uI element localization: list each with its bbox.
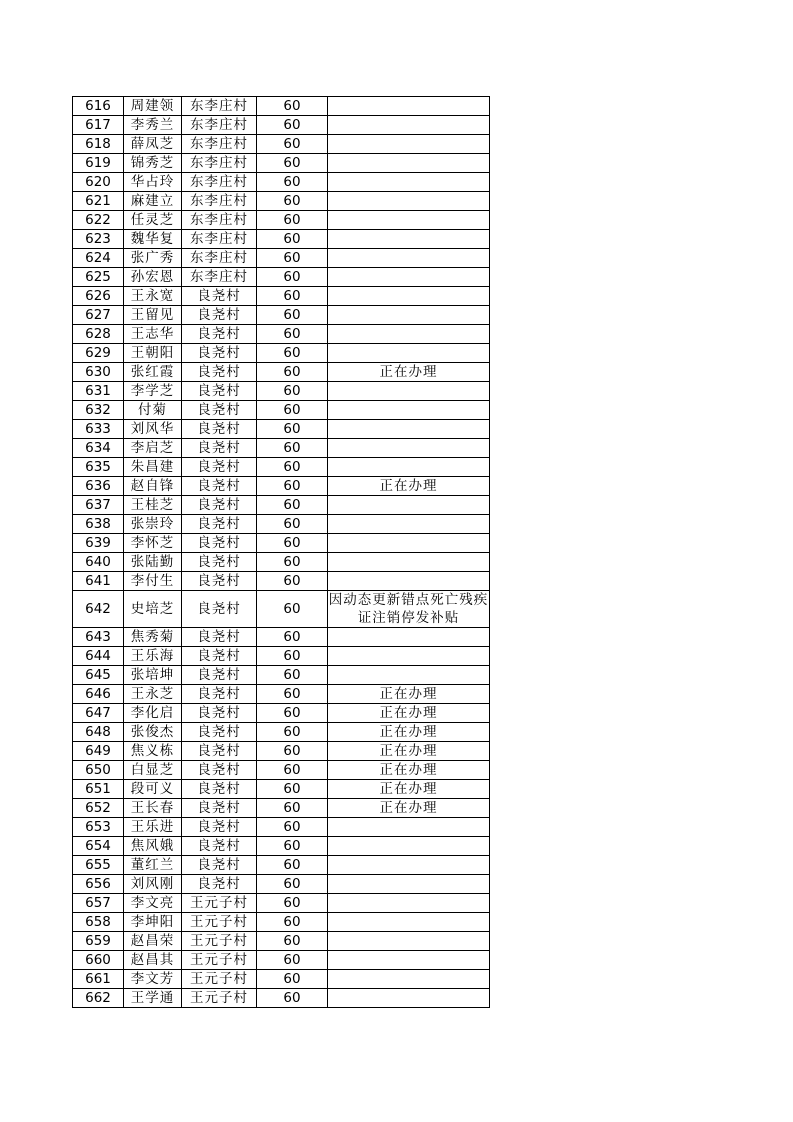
- village-cell: 良尧村: [182, 704, 257, 723]
- table-row: [73, 458, 490, 477]
- amount-cell: 60: [257, 685, 328, 704]
- amount-cell: 60: [257, 875, 328, 894]
- row-number-cell: 640: [73, 553, 124, 572]
- village-cell: 良尧村: [182, 287, 257, 306]
- amount-cell: 60: [257, 230, 328, 249]
- table-row: [73, 135, 490, 154]
- person-name-cell: 魏华复: [124, 230, 182, 249]
- note-cell: [328, 970, 490, 989]
- village-cell: 良尧村: [182, 439, 257, 458]
- amount-cell: 60: [257, 628, 328, 647]
- amount-cell: 60: [257, 989, 328, 1008]
- village-cell: 东李庄村: [182, 154, 257, 173]
- row-number-cell: 623: [73, 230, 124, 249]
- amount-cell: 60: [257, 723, 328, 742]
- amount-cell: 60: [257, 192, 328, 211]
- row-number-cell: 662: [73, 989, 124, 1008]
- row-number-cell: 625: [73, 268, 124, 287]
- village-cell: 良尧村: [182, 818, 257, 837]
- note-cell: 正在办理: [328, 363, 490, 382]
- note-cell: [328, 553, 490, 572]
- amount-cell: 60: [257, 287, 328, 306]
- person-name-cell: 任灵芝: [124, 211, 182, 230]
- village-cell: 王元子村: [182, 989, 257, 1008]
- note-cell: 正在办理: [328, 685, 490, 704]
- person-name-cell: 王朝阳: [124, 344, 182, 363]
- row-number-cell: 617: [73, 116, 124, 135]
- table-row: [73, 666, 490, 685]
- amount-cell: 60: [257, 591, 328, 628]
- person-name-cell: 王永宽: [124, 287, 182, 306]
- row-number-cell: 622: [73, 211, 124, 230]
- village-cell: 良尧村: [182, 780, 257, 799]
- village-cell: 王元子村: [182, 932, 257, 951]
- amount-cell: 60: [257, 420, 328, 439]
- note-cell: 正在办理: [328, 704, 490, 723]
- village-cell: 良尧村: [182, 685, 257, 704]
- person-name-cell: 王桂芝: [124, 496, 182, 515]
- amount-cell: 60: [257, 135, 328, 154]
- amount-cell: 60: [257, 211, 328, 230]
- row-number-cell: 643: [73, 628, 124, 647]
- row-number-cell: 655: [73, 856, 124, 875]
- row-number-cell: 626: [73, 287, 124, 306]
- amount-cell: 60: [257, 363, 328, 382]
- amount-cell: 60: [257, 913, 328, 932]
- person-name-cell: 孙宏恩: [124, 268, 182, 287]
- village-cell: 王元子村: [182, 951, 257, 970]
- table-row: [73, 553, 490, 572]
- village-cell: 东李庄村: [182, 249, 257, 268]
- note-cell: [328, 401, 490, 420]
- amount-cell: 60: [257, 894, 328, 913]
- note-cell: [328, 458, 490, 477]
- person-name-cell: 李学芝: [124, 382, 182, 401]
- amount-cell: 60: [257, 837, 328, 856]
- row-number-cell: 631: [73, 382, 124, 401]
- row-number-cell: 637: [73, 496, 124, 515]
- row-number-cell: 650: [73, 761, 124, 780]
- table-row: [73, 211, 490, 230]
- table-row: [73, 534, 490, 553]
- village-cell: 东李庄村: [182, 268, 257, 287]
- village-cell: 良尧村: [182, 477, 257, 496]
- table-row: [73, 572, 490, 591]
- village-cell: 良尧村: [182, 761, 257, 780]
- village-cell: 王元子村: [182, 970, 257, 989]
- row-number-cell: 652: [73, 799, 124, 818]
- village-cell: 良尧村: [182, 666, 257, 685]
- note-cell: [328, 894, 490, 913]
- note-cell: [328, 287, 490, 306]
- table-row: [73, 325, 490, 344]
- amount-cell: 60: [257, 496, 328, 515]
- table-row: [73, 799, 490, 818]
- note-cell: [328, 534, 490, 553]
- note-cell: 因动态更新错点死亡残疾证注销停发补贴: [328, 592, 489, 626]
- village-cell: 良尧村: [182, 799, 257, 818]
- table-row: [73, 287, 490, 306]
- person-name-cell: 华占玲: [124, 173, 182, 192]
- note-cell: [328, 647, 490, 666]
- table-row: [73, 951, 490, 970]
- note-cell: [328, 382, 490, 401]
- table-row: [73, 856, 490, 875]
- amount-cell: 60: [257, 818, 328, 837]
- village-cell: 王元子村: [182, 913, 257, 932]
- table-row: [73, 515, 490, 534]
- note-cell: [328, 951, 490, 970]
- row-number-cell: 629: [73, 344, 124, 363]
- person-name-cell: 李文芳: [124, 970, 182, 989]
- note-cell: [328, 818, 490, 837]
- table-row: [73, 894, 490, 913]
- note-cell: [328, 154, 490, 173]
- village-cell: 良尧村: [182, 572, 257, 591]
- table-row: [73, 818, 490, 837]
- row-number-cell: 642: [73, 591, 124, 628]
- amount-cell: 60: [257, 268, 328, 287]
- table-row: [73, 192, 490, 211]
- note-cell: [328, 856, 490, 875]
- table-row: [73, 420, 490, 439]
- table-row: [73, 116, 490, 135]
- row-number-cell: 619: [73, 154, 124, 173]
- table-row: [73, 989, 490, 1008]
- person-name-cell: 李文亮: [124, 894, 182, 913]
- village-cell: 良尧村: [182, 856, 257, 875]
- amount-cell: 60: [257, 704, 328, 723]
- amount-cell: 60: [257, 97, 328, 116]
- row-number-cell: 627: [73, 306, 124, 325]
- table-row: [73, 439, 490, 458]
- table-row: [73, 230, 490, 249]
- table-row: [73, 591, 490, 628]
- village-cell: 良尧村: [182, 382, 257, 401]
- note-cell: 正在办理: [328, 761, 490, 780]
- table-row: [73, 647, 490, 666]
- note-cell: [328, 875, 490, 894]
- table-row: [73, 382, 490, 401]
- village-cell: 良尧村: [182, 875, 257, 894]
- table-row: [73, 780, 490, 799]
- note-cell: [328, 496, 490, 515]
- amount-cell: 60: [257, 932, 328, 951]
- village-cell: 良尧村: [182, 837, 257, 856]
- person-name-cell: 张陆勤: [124, 553, 182, 572]
- table-row: [73, 401, 490, 420]
- person-name-cell: 周建领: [124, 97, 182, 116]
- amount-cell: 60: [257, 249, 328, 268]
- row-number-cell: 633: [73, 420, 124, 439]
- amount-cell: 60: [257, 515, 328, 534]
- note-cell: [328, 325, 490, 344]
- note-cell: [328, 666, 490, 685]
- person-name-cell: 焦义栋: [124, 742, 182, 761]
- row-number-cell: 648: [73, 723, 124, 742]
- row-number-cell: 616: [73, 97, 124, 116]
- note-cell: 正在办理: [328, 477, 490, 496]
- village-cell: 东李庄村: [182, 173, 257, 192]
- person-name-cell: 李化启: [124, 704, 182, 723]
- amount-cell: 60: [257, 534, 328, 553]
- note-cell: [328, 268, 490, 287]
- subsidy-table: [72, 96, 490, 1008]
- table-row: [73, 685, 490, 704]
- note-cell: [328, 249, 490, 268]
- person-name-cell: 朱昌建: [124, 458, 182, 477]
- table-row: [73, 154, 490, 173]
- note-cell: [328, 572, 490, 591]
- village-cell: 良尧村: [182, 325, 257, 344]
- row-number-cell: 658: [73, 913, 124, 932]
- table-row: [73, 837, 490, 856]
- amount-cell: 60: [257, 572, 328, 591]
- note-cell: [328, 420, 490, 439]
- person-name-cell: 赵昌其: [124, 951, 182, 970]
- note-cell: [328, 344, 490, 363]
- amount-cell: 60: [257, 742, 328, 761]
- note-cell: [328, 515, 490, 534]
- note-cell: 正在办理: [328, 723, 490, 742]
- note-cell: [328, 173, 490, 192]
- village-cell: 东李庄村: [182, 135, 257, 154]
- amount-cell: 60: [257, 666, 328, 685]
- village-cell: 良尧村: [182, 496, 257, 515]
- amount-cell: 60: [257, 439, 328, 458]
- person-name-cell: 王永芝: [124, 685, 182, 704]
- table-row: [73, 913, 490, 932]
- table-row: [73, 344, 490, 363]
- village-cell: 良尧村: [182, 458, 257, 477]
- person-name-cell: 李秀兰: [124, 116, 182, 135]
- person-name-cell: 白显芝: [124, 761, 182, 780]
- village-cell: 良尧村: [182, 553, 257, 572]
- amount-cell: 60: [257, 780, 328, 799]
- village-cell: 良尧村: [182, 344, 257, 363]
- row-number-cell: 632: [73, 401, 124, 420]
- village-cell: 良尧村: [182, 515, 257, 534]
- row-number-cell: 653: [73, 818, 124, 837]
- amount-cell: 60: [257, 325, 328, 344]
- row-number-cell: 659: [73, 932, 124, 951]
- row-number-cell: 645: [73, 666, 124, 685]
- person-name-cell: 张培坤: [124, 666, 182, 685]
- person-name-cell: 史培芝: [124, 591, 182, 628]
- person-name-cell: 段可义: [124, 780, 182, 799]
- row-number-cell: 651: [73, 780, 124, 799]
- row-number-cell: 635: [73, 458, 124, 477]
- row-number-cell: 641: [73, 572, 124, 591]
- person-name-cell: 王志华: [124, 325, 182, 344]
- village-cell: 良尧村: [182, 723, 257, 742]
- person-name-cell: 李付生: [124, 572, 182, 591]
- amount-cell: 60: [257, 116, 328, 135]
- note-cell: [328, 135, 490, 154]
- amount-cell: 60: [257, 553, 328, 572]
- table-row: [73, 628, 490, 647]
- person-name-cell: 付菊: [124, 401, 182, 420]
- row-number-cell: 620: [73, 173, 124, 192]
- row-number-cell: 636: [73, 477, 124, 496]
- note-cell: [328, 97, 490, 116]
- row-number-cell: 661: [73, 970, 124, 989]
- amount-cell: 60: [257, 173, 328, 192]
- row-number-cell: 656: [73, 875, 124, 894]
- table-row: [73, 932, 490, 951]
- row-number-cell: 647: [73, 704, 124, 723]
- note-cell: [328, 306, 490, 325]
- person-name-cell: 麻建立: [124, 192, 182, 211]
- table-row: [73, 496, 490, 515]
- person-name-cell: 刘风华: [124, 420, 182, 439]
- person-name-cell: 王乐海: [124, 647, 182, 666]
- table-row: [73, 742, 490, 761]
- person-name-cell: 张俊杰: [124, 723, 182, 742]
- note-cell: [328, 628, 490, 647]
- person-name-cell: 李怀芝: [124, 534, 182, 553]
- row-number-cell: 618: [73, 135, 124, 154]
- row-number-cell: 644: [73, 647, 124, 666]
- amount-cell: 60: [257, 306, 328, 325]
- village-cell: 良尧村: [182, 534, 257, 553]
- table-row: [73, 723, 490, 742]
- village-cell: 东李庄村: [182, 211, 257, 230]
- table-row: [73, 268, 490, 287]
- person-name-cell: 赵自锋: [124, 477, 182, 496]
- row-number-cell: 621: [73, 192, 124, 211]
- table-row: [73, 970, 490, 989]
- amount-cell: 60: [257, 344, 328, 363]
- amount-cell: 60: [257, 951, 328, 970]
- row-number-cell: 660: [73, 951, 124, 970]
- person-name-cell: 王长春: [124, 799, 182, 818]
- amount-cell: 60: [257, 154, 328, 173]
- person-name-cell: 张广秀: [124, 249, 182, 268]
- table-row: [73, 306, 490, 325]
- village-cell: 东李庄村: [182, 192, 257, 211]
- table-row: [73, 704, 490, 723]
- village-cell: 良尧村: [182, 363, 257, 382]
- table-row: [73, 477, 490, 496]
- note-cell: [328, 989, 490, 1008]
- person-name-cell: 董红兰: [124, 856, 182, 875]
- person-name-cell: 王留见: [124, 306, 182, 325]
- village-cell: 良尧村: [182, 647, 257, 666]
- row-number-cell: 657: [73, 894, 124, 913]
- note-cell: [328, 439, 490, 458]
- row-number-cell: 654: [73, 837, 124, 856]
- note-cell: 正在办理: [328, 742, 490, 761]
- village-cell: 良尧村: [182, 306, 257, 325]
- note-cell: [328, 192, 490, 211]
- village-cell: 东李庄村: [182, 116, 257, 135]
- row-number-cell: 634: [73, 439, 124, 458]
- village-cell: 良尧村: [182, 591, 257, 628]
- amount-cell: 60: [257, 799, 328, 818]
- amount-cell: 60: [257, 401, 328, 420]
- village-cell: 良尧村: [182, 742, 257, 761]
- row-number-cell: 628: [73, 325, 124, 344]
- table-row: [73, 761, 490, 780]
- table-row: [73, 173, 490, 192]
- village-cell: 东李庄村: [182, 230, 257, 249]
- table-row: [73, 875, 490, 894]
- person-name-cell: 李坤阳: [124, 913, 182, 932]
- note-cell: 正在办理: [328, 799, 490, 818]
- person-name-cell: 锦秀芝: [124, 154, 182, 173]
- row-number-cell: 649: [73, 742, 124, 761]
- person-name-cell: 张红霞: [124, 363, 182, 382]
- amount-cell: 60: [257, 856, 328, 875]
- note-cell: [328, 913, 490, 932]
- table-row: [73, 363, 490, 382]
- amount-cell: 60: [257, 477, 328, 496]
- note-cell: [328, 211, 490, 230]
- village-cell: 东李庄村: [182, 97, 257, 116]
- person-name-cell: 王学通: [124, 989, 182, 1008]
- row-number-cell: 630: [73, 363, 124, 382]
- amount-cell: 60: [257, 970, 328, 989]
- amount-cell: 60: [257, 647, 328, 666]
- person-name-cell: 王乐进: [124, 818, 182, 837]
- table-row: [73, 249, 490, 268]
- person-name-cell: 焦风娥: [124, 837, 182, 856]
- note-cell: [328, 932, 490, 951]
- village-cell: 良尧村: [182, 401, 257, 420]
- amount-cell: 60: [257, 382, 328, 401]
- village-cell: 良尧村: [182, 420, 257, 439]
- person-name-cell: 赵昌荣: [124, 932, 182, 951]
- note-cell: [328, 230, 490, 249]
- village-cell: 良尧村: [182, 628, 257, 647]
- amount-cell: 60: [257, 458, 328, 477]
- note-cell: [328, 116, 490, 135]
- amount-cell: 60: [257, 761, 328, 780]
- person-name-cell: 焦秀菊: [124, 628, 182, 647]
- person-name-cell: 张崇玲: [124, 515, 182, 534]
- table-row: [73, 97, 490, 116]
- person-name-cell: 薛凤芝: [124, 135, 182, 154]
- row-number-cell: 638: [73, 515, 124, 534]
- subsidy-table-body: [73, 97, 490, 1008]
- row-number-cell: 646: [73, 685, 124, 704]
- note-cell: 正在办理: [328, 780, 490, 799]
- note-cell: [328, 837, 490, 856]
- row-number-cell: 639: [73, 534, 124, 553]
- person-name-cell: 李启芝: [124, 439, 182, 458]
- village-cell: 王元子村: [182, 894, 257, 913]
- row-number-cell: 624: [73, 249, 124, 268]
- person-name-cell: 刘风刚: [124, 875, 182, 894]
